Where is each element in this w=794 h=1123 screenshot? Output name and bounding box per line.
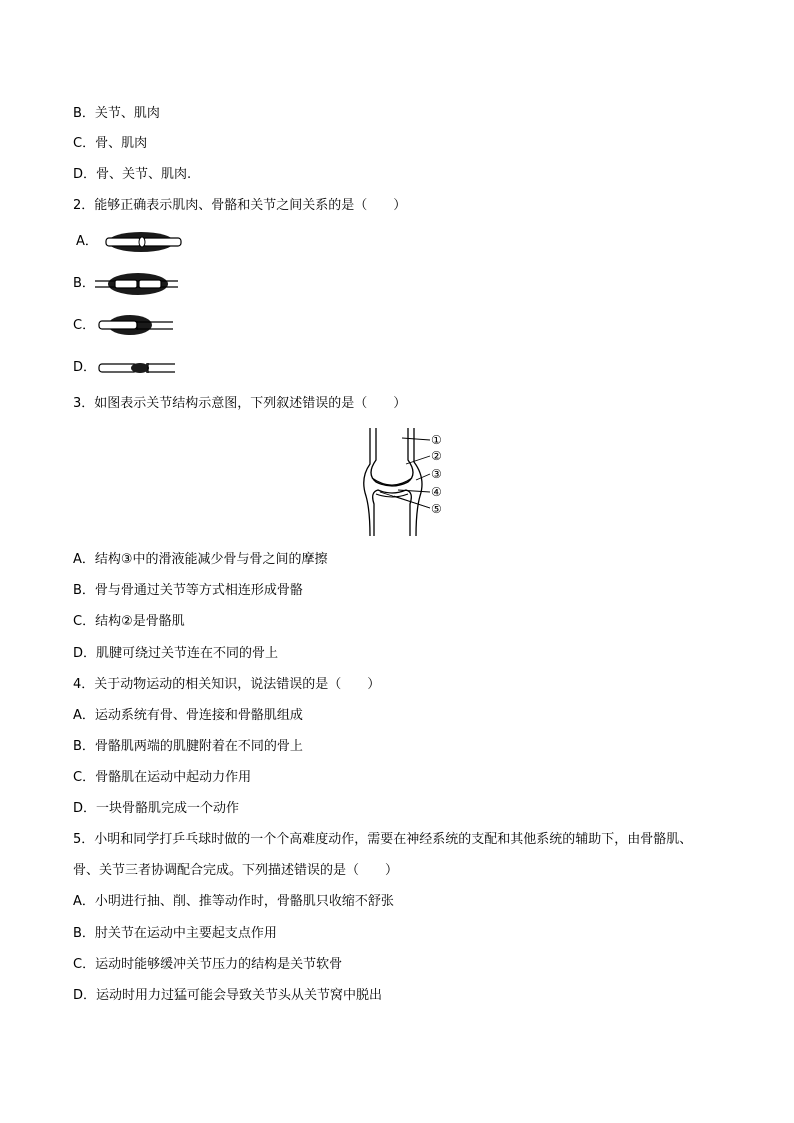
joint-label-3: ③ [431,467,442,481]
q5-option-b: B．肘关节在运动中主要起支点作用 [73,926,277,941]
q4-stem: 4．关于动物运动的相关知识，说法错误的是（ ） [73,677,381,692]
q5-option-a: A．小明进行抽、削、推等动作时，骨骼肌只收缩不舒张 [73,894,394,909]
q4-option-c: C．骨骼肌在运动中起动力作用 [73,770,252,785]
q1-option-c: C．骨、肌肉 [73,136,148,151]
q4-option-d: D．一块骨骼肌完成一个动作 [73,801,240,816]
joint-label-1: ① [431,433,442,447]
q2-option-c-diagram [93,313,183,339]
q3-option-b: B．骨与骨通过关节等方式相连形成骨骼 [73,583,303,598]
q3-option-a: A．结构③中的滑液能减少骨与骨之间的摩擦 [73,552,328,567]
q2-option-a-label: A． [76,234,98,249]
q2-option-b-label: B． [73,276,95,291]
q5-option-c: C．运动时能够缓冲关节压力的结构是关节软骨 [73,957,343,972]
q5-option-d: D．运动时用力过猛可能会导致关节头从关节窝中脱出 [73,988,383,1003]
joint-label-4: ④ [431,485,442,499]
q4-option-a: A．运动系统有骨、骨连接和骨骼肌组成 [73,708,303,723]
q5-stem-line2: 骨、关节三者协调配合完成。下列描述错误的是（ ） [73,863,399,878]
q2-option-d-label: D． [73,360,97,375]
q3-option-d: D．肌腱可绕过关节连在不同的骨上 [73,646,279,661]
q4-option-b: B．骨骼肌两端的肌腱附着在不同的骨上 [73,739,303,754]
q2-option-d-diagram [93,355,183,381]
q2-option-a-diagram [96,229,186,255]
q1-option-d: D．骨、关节、肌肉. [73,167,192,182]
q2-option-c-label: C． [73,318,96,333]
q3-option-c: C．结构②是骨骼肌 [73,614,185,629]
q5-stem-line1: 5．小明和同学打乒乓球时做的一个个高难度动作，需要在神经系统的支配和其他系统的辅助下，由骨骼肌、 [73,832,693,847]
q1-option-b: B．关节、肌肉 [73,106,160,121]
q2-option-b-diagram [93,271,183,297]
joint-label-5: ⑤ [431,502,442,516]
joint-structure-diagram [352,426,452,538]
q2-stem: 2．能够正确表示肌肉、骨骼和关节之间关系的是（ ） [73,198,407,213]
joint-label-2: ② [431,449,442,463]
q3-stem: 3．如图表示关节结构示意图，下列叙述错误的是（ ） [73,396,407,411]
